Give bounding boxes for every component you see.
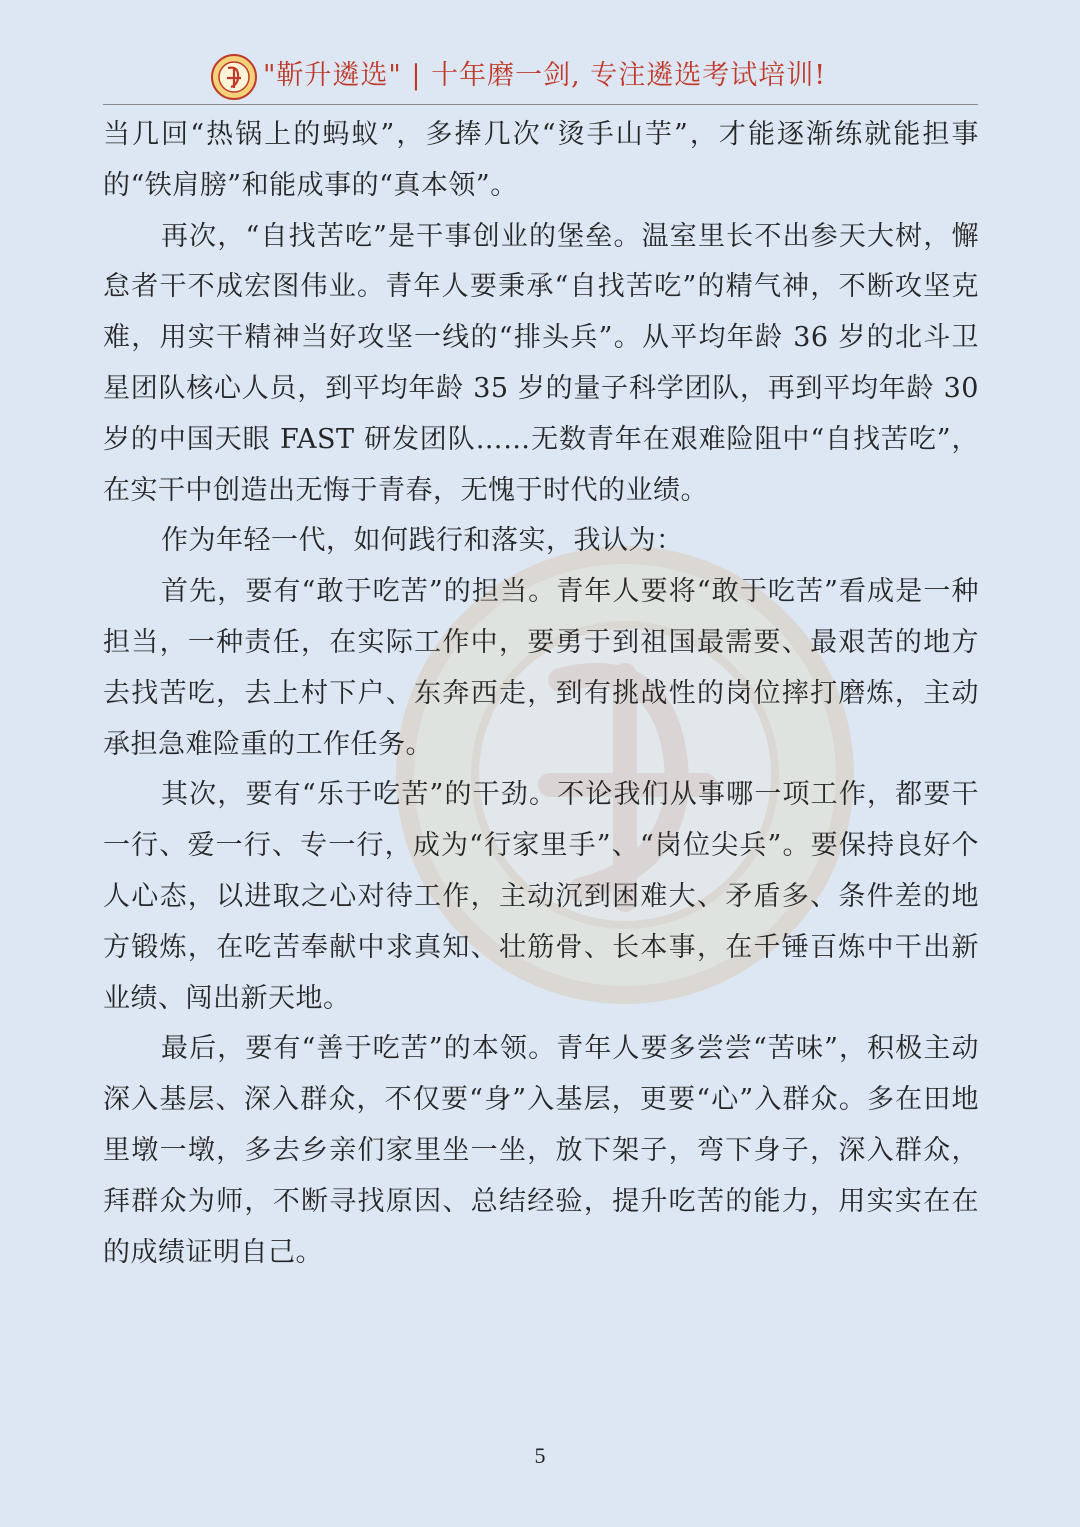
article-body xyxy=(103,110,979,1278)
school-emblem-icon xyxy=(211,54,257,100)
paragraph-3: 作为年轻一代，如何践行和落实，我认为： xyxy=(161,525,684,557)
header-slogan: "靳升遴选" | 十年磨一剑, 专注遴选考试培训! xyxy=(263,60,827,91)
page-header xyxy=(103,52,978,105)
paragraph-5: 其次，要有“乐于吃苦”的干劲。不论我们从事哪一项工作，都要干一行、爱一行、专一行，成为“行家里手”、“岗位尖兵”。要保持良好个人心态，以进取之心对待工作，主动沉到困难大、矛盾多、条件差的地方锻炼，在吃苦奉献中求真知、壮筋骨、长本事，在千锤百炼中干出新业绩、闯出新天地。 xyxy=(103,779,979,1014)
paragraph-4: 首先，要有“敢于吃苦”的担当。青年人要将“敢于吃苦”看成是一种担当，一种责任，在实际工作中，要勇于到祖国最需要、最艰苦的地方去找苦吃，去上村下户、东奔西走，到有挑战性的岗位摔打磨炼，主动承担急难险重的工作任务。 xyxy=(103,576,979,760)
paragraph-6: 最后，要有“善于吃苦”的本领。青年人要多尝尝“苦味”，积极主动深入基层、深入群众，不仅要“身”入基层，更要“心”入群众。多在田地里墩一墩，多去乡亲们家里坐一坐，放下架子，弯下身子，深入群众，拜群众为师，不断寻找原因、总结经验，提升吃苦的能力，用实实在在的成绩证明自己。 xyxy=(103,1033,979,1268)
page-number: 5 xyxy=(534,1443,546,1468)
paragraph-2: 再次，“自找苦吃”是干事创业的堡垒。温室里长不出参天大树，懈怠者干不成宏图伟业。青年人要秉承“自找苦吃”的精气神，不断攻坚克难，用实干精神当好攻坚一线的“排头兵”。从平均年龄 36 岁的北斗卫星团队核心人员，到平均年龄 35 岁的量子科学团队，再到平均年龄 30 岁的中国天眼 FAST 研发团队……无数青年在艰难险阻中“自找苦吃”，在实干中创造出无悔于青春，无愧于时代的业绩。 xyxy=(103,220,979,506)
paragraph-1: 当几回“热锅上的蚂蚁”，多捧几次“烫手山芋”，才能逐渐练就能担事的“铁肩膀”和能成事的“真本领”。 xyxy=(103,119,979,201)
